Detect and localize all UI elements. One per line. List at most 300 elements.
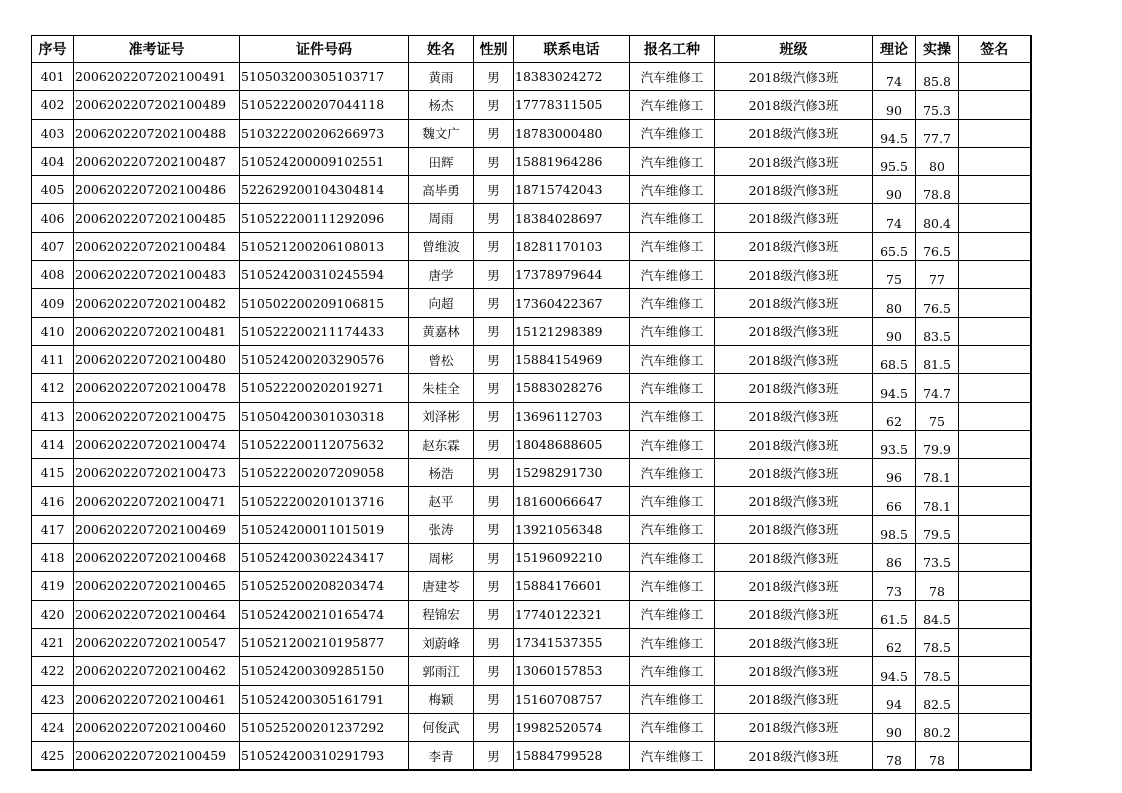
signature-cell [959, 176, 1031, 204]
seq-cell: 422 [32, 657, 74, 685]
seq-cell: 410 [32, 317, 74, 345]
name-cell: 郭雨江 [409, 657, 474, 685]
phone-cell: 15884799528 [514, 742, 630, 771]
name-cell: 杨杰 [409, 91, 474, 119]
admission-no-cell: 2006202207202100483 [74, 261, 240, 289]
table-row [32, 572, 1031, 600]
seq-cell: 412 [32, 374, 74, 402]
header-name: 姓名 [409, 36, 474, 63]
seq-cell: 408 [32, 261, 74, 289]
name-cell: 田辉 [409, 147, 474, 175]
table-row [32, 232, 1031, 260]
phone-cell: 13060157853 [514, 657, 630, 685]
admission-no-cell: 2006202207202100482 [74, 289, 240, 317]
trade-cell: 汽车维修工 [630, 515, 715, 543]
theory-score-cell: 62 [873, 628, 916, 656]
phone-cell: 15298291730 [514, 459, 630, 487]
id-no-cell: 510525200201237292 [240, 713, 409, 741]
theory-score-cell: 73 [873, 572, 916, 600]
class-cell: 2018级汽修3班 [715, 345, 873, 373]
practical-score-cell: 82.5 [916, 685, 959, 713]
theory-score-cell: 78 [873, 742, 916, 771]
class-cell: 2018级汽修3班 [715, 628, 873, 656]
name-cell: 唐学 [409, 261, 474, 289]
gender-cell: 男 [474, 600, 514, 628]
phone-cell: 15121298389 [514, 317, 630, 345]
gender-cell: 男 [474, 657, 514, 685]
phone-cell: 18048688605 [514, 430, 630, 458]
trade-cell: 汽车维修工 [630, 176, 715, 204]
seq-cell: 401 [32, 63, 74, 91]
id-no-cell: 510503200305103717 [240, 63, 409, 91]
name-cell: 向超 [409, 289, 474, 317]
id-no-cell: 510524200310245594 [240, 261, 409, 289]
seq-cell: 423 [32, 685, 74, 713]
practical-score-cell: 78 [916, 742, 959, 771]
gender-cell: 男 [474, 430, 514, 458]
theory-score-cell: 68.5 [873, 345, 916, 373]
theory-score-cell: 80 [873, 289, 916, 317]
practical-score-cell: 85.8 [916, 63, 959, 91]
class-cell: 2018级汽修3班 [715, 713, 873, 741]
trade-cell: 汽车维修工 [630, 317, 715, 345]
phone-cell: 18281170103 [514, 232, 630, 260]
signature-cell [959, 572, 1031, 600]
id-no-cell: 510522200207209058 [240, 459, 409, 487]
gender-cell: 男 [474, 515, 514, 543]
gender-cell: 男 [474, 204, 514, 232]
admission-no-cell: 2006202207202100474 [74, 430, 240, 458]
id-no-cell: 510524200302243417 [240, 544, 409, 572]
trade-cell: 汽车维修工 [630, 742, 715, 771]
admission-no-cell: 2006202207202100547 [74, 628, 240, 656]
practical-score-cell: 77 [916, 261, 959, 289]
id-no-cell: 510502200209106815 [240, 289, 409, 317]
signature-cell [959, 204, 1031, 232]
signature-cell [959, 487, 1031, 515]
name-cell: 刘泽彬 [409, 402, 474, 430]
id-no-cell: 510524200011015019 [240, 515, 409, 543]
id-no-cell: 510504200301030318 [240, 402, 409, 430]
seq-cell: 421 [32, 628, 74, 656]
theory-score-cell: 90 [873, 317, 916, 345]
theory-score-cell: 95.5 [873, 147, 916, 175]
name-cell: 周彬 [409, 544, 474, 572]
admission-no-cell: 2006202207202100469 [74, 515, 240, 543]
phone-cell: 15881964286 [514, 147, 630, 175]
phone-cell: 17778311505 [514, 91, 630, 119]
trade-cell: 汽车维修工 [630, 232, 715, 260]
seq-cell: 425 [32, 742, 74, 771]
id-no-cell: 510522200211174433 [240, 317, 409, 345]
practical-score-cell: 78.5 [916, 628, 959, 656]
id-no-cell: 510521200210195877 [240, 628, 409, 656]
seq-cell: 414 [32, 430, 74, 458]
signature-cell [959, 515, 1031, 543]
gender-cell: 男 [474, 119, 514, 147]
table-row [32, 63, 1031, 91]
table-row [32, 544, 1031, 572]
signature-cell [959, 374, 1031, 402]
practical-score-cell: 75.3 [916, 91, 959, 119]
theory-score-cell: 90 [873, 713, 916, 741]
gender-cell: 男 [474, 63, 514, 91]
practical-score-cell: 76.5 [916, 232, 959, 260]
name-cell: 刘蔚峰 [409, 628, 474, 656]
seq-cell: 419 [32, 572, 74, 600]
seq-cell: 406 [32, 204, 74, 232]
admission-no-cell: 2006202207202100487 [74, 147, 240, 175]
table-row [32, 515, 1031, 543]
admission-no-cell: 2006202207202100462 [74, 657, 240, 685]
phone-cell: 17378979644 [514, 261, 630, 289]
gender-cell: 男 [474, 289, 514, 317]
id-no-cell: 510522200112075632 [240, 430, 409, 458]
phone-cell: 18383024272 [514, 63, 630, 91]
practical-score-cell: 74.7 [916, 374, 959, 402]
signature-cell [959, 459, 1031, 487]
trade-cell: 汽车维修工 [630, 430, 715, 458]
header-theory: 理论 [873, 36, 916, 63]
gender-cell: 男 [474, 459, 514, 487]
signature-cell [959, 402, 1031, 430]
gender-cell: 男 [474, 232, 514, 260]
table-row [32, 402, 1031, 430]
phone-cell: 13921056348 [514, 515, 630, 543]
name-cell: 魏文广 [409, 119, 474, 147]
table-row [32, 430, 1031, 458]
phone-cell: 19982520574 [514, 713, 630, 741]
class-cell: 2018级汽修3班 [715, 204, 873, 232]
practical-score-cell: 81.5 [916, 345, 959, 373]
class-cell: 2018级汽修3班 [715, 63, 873, 91]
theory-score-cell: 94.5 [873, 119, 916, 147]
class-cell: 2018级汽修3班 [715, 600, 873, 628]
signature-cell [959, 232, 1031, 260]
gender-cell: 男 [474, 147, 514, 175]
table-row [32, 487, 1031, 515]
table-row [32, 600, 1031, 628]
admission-no-cell: 2006202207202100478 [74, 374, 240, 402]
signature-cell [959, 345, 1031, 373]
phone-cell: 13696112703 [514, 402, 630, 430]
header-class: 班级 [715, 36, 873, 63]
trade-cell: 汽车维修工 [630, 91, 715, 119]
phone-cell: 17740122321 [514, 600, 630, 628]
theory-score-cell: 94.5 [873, 374, 916, 402]
gender-cell: 男 [474, 176, 514, 204]
class-cell: 2018级汽修3班 [715, 147, 873, 175]
trade-cell: 汽车维修工 [630, 600, 715, 628]
gender-cell: 男 [474, 402, 514, 430]
class-cell: 2018级汽修3班 [715, 515, 873, 543]
admission-no-cell: 2006202207202100486 [74, 176, 240, 204]
class-cell: 2018级汽修3班 [715, 119, 873, 147]
practical-score-cell: 76.5 [916, 289, 959, 317]
trade-cell: 汽车维修工 [630, 402, 715, 430]
signature-cell [959, 430, 1031, 458]
name-cell: 黄雨 [409, 63, 474, 91]
id-no-cell: 510521200206108013 [240, 232, 409, 260]
seq-cell: 413 [32, 402, 74, 430]
theory-score-cell: 75 [873, 261, 916, 289]
gender-cell: 男 [474, 544, 514, 572]
theory-score-cell: 98.5 [873, 515, 916, 543]
trade-cell: 汽车维修工 [630, 628, 715, 656]
name-cell: 杨浩 [409, 459, 474, 487]
signature-cell [959, 91, 1031, 119]
gender-cell: 男 [474, 374, 514, 402]
practical-score-cell: 83.5 [916, 317, 959, 345]
table-row [32, 204, 1031, 232]
practical-score-cell: 78.1 [916, 487, 959, 515]
trade-cell: 汽车维修工 [630, 289, 715, 317]
theory-score-cell: 65.5 [873, 232, 916, 260]
name-cell: 梅颖 [409, 685, 474, 713]
practical-score-cell: 80.2 [916, 713, 959, 741]
table-row [32, 657, 1031, 685]
phone-cell: 18715742043 [514, 176, 630, 204]
seq-cell: 409 [32, 289, 74, 317]
header-practical: 实操 [916, 36, 959, 63]
admission-no-cell: 2006202207202100480 [74, 345, 240, 373]
theory-score-cell: 74 [873, 63, 916, 91]
id-no-cell: 510524200305161791 [240, 685, 409, 713]
class-cell: 2018级汽修3班 [715, 317, 873, 345]
header-trade: 报名工种 [630, 36, 715, 63]
practical-score-cell: 80.4 [916, 204, 959, 232]
theory-score-cell: 94 [873, 685, 916, 713]
seq-cell: 416 [32, 487, 74, 515]
phone-cell: 18384028697 [514, 204, 630, 232]
admission-no-cell: 2006202207202100459 [74, 742, 240, 771]
admission-no-cell: 2006202207202100481 [74, 317, 240, 345]
trade-cell: 汽车维修工 [630, 657, 715, 685]
admission-no-cell: 2006202207202100488 [74, 119, 240, 147]
signature-cell [959, 742, 1031, 771]
seq-cell: 420 [32, 600, 74, 628]
trade-cell: 汽车维修工 [630, 147, 715, 175]
trade-cell: 汽车维修工 [630, 374, 715, 402]
signature-cell [959, 544, 1031, 572]
class-cell: 2018级汽修3班 [715, 430, 873, 458]
table-row [32, 176, 1031, 204]
phone-cell: 15196092210 [514, 544, 630, 572]
admission-no-cell: 2006202207202100473 [74, 459, 240, 487]
trade-cell: 汽车维修工 [630, 204, 715, 232]
header-admission-no: 准考证号 [74, 36, 240, 63]
trade-cell: 汽车维修工 [630, 261, 715, 289]
gender-cell: 男 [474, 685, 514, 713]
practical-score-cell: 79.5 [916, 515, 959, 543]
class-cell: 2018级汽修3班 [715, 544, 873, 572]
table-row [32, 345, 1031, 373]
signature-cell [959, 713, 1031, 741]
theory-score-cell: 62 [873, 402, 916, 430]
practical-score-cell: 80 [916, 147, 959, 175]
gender-cell: 男 [474, 317, 514, 345]
theory-score-cell: 74 [873, 204, 916, 232]
signature-cell [959, 119, 1031, 147]
class-cell: 2018级汽修3班 [715, 487, 873, 515]
id-no-cell: 510524200310291793 [240, 742, 409, 771]
theory-score-cell: 86 [873, 544, 916, 572]
trade-cell: 汽车维修工 [630, 459, 715, 487]
trade-cell: 汽车维修工 [630, 63, 715, 91]
trade-cell: 汽车维修工 [630, 572, 715, 600]
name-cell: 李青 [409, 742, 474, 771]
phone-cell: 15884176601 [514, 572, 630, 600]
seq-cell: 404 [32, 147, 74, 175]
practical-score-cell: 78.8 [916, 176, 959, 204]
id-no-cell: 510524200309285150 [240, 657, 409, 685]
name-cell: 程锦宏 [409, 600, 474, 628]
admission-no-cell: 2006202207202100464 [74, 600, 240, 628]
signature-cell [959, 657, 1031, 685]
class-cell: 2018级汽修3班 [715, 657, 873, 685]
signature-cell [959, 600, 1031, 628]
practical-score-cell: 73.5 [916, 544, 959, 572]
seq-cell: 402 [32, 91, 74, 119]
class-cell: 2018级汽修3班 [715, 261, 873, 289]
name-cell: 唐建苓 [409, 572, 474, 600]
practical-score-cell: 78.5 [916, 657, 959, 685]
admission-no-cell: 2006202207202100489 [74, 91, 240, 119]
signature-cell [959, 685, 1031, 713]
header-id-no: 证件号码 [240, 36, 409, 63]
seq-cell: 403 [32, 119, 74, 147]
header-gender: 性别 [474, 36, 514, 63]
gender-cell: 男 [474, 713, 514, 741]
theory-score-cell: 94.5 [873, 657, 916, 685]
admission-no-cell: 2006202207202100460 [74, 713, 240, 741]
phone-cell: 18160066647 [514, 487, 630, 515]
admission-no-cell: 2006202207202100491 [74, 63, 240, 91]
class-cell: 2018级汽修3班 [715, 572, 873, 600]
table-row [32, 459, 1031, 487]
gender-cell: 男 [474, 572, 514, 600]
class-cell: 2018级汽修3班 [715, 402, 873, 430]
gender-cell: 男 [474, 261, 514, 289]
practical-score-cell: 75 [916, 402, 959, 430]
seq-cell: 417 [32, 515, 74, 543]
table-row [32, 119, 1031, 147]
signature-cell [959, 628, 1031, 656]
id-no-cell: 510522200202019271 [240, 374, 409, 402]
practical-score-cell: 78 [916, 572, 959, 600]
class-cell: 2018级汽修3班 [715, 91, 873, 119]
name-cell: 何俊武 [409, 713, 474, 741]
exam-roster-table [31, 35, 1032, 771]
theory-score-cell: 93.5 [873, 430, 916, 458]
admission-no-cell: 2006202207202100471 [74, 487, 240, 515]
practical-score-cell: 77.7 [916, 119, 959, 147]
name-cell: 赵东霖 [409, 430, 474, 458]
phone-cell: 17341537355 [514, 628, 630, 656]
phone-cell: 15884154969 [514, 345, 630, 373]
signature-cell [959, 147, 1031, 175]
admission-no-cell: 2006202207202100468 [74, 544, 240, 572]
table-row [32, 147, 1031, 175]
theory-score-cell: 66 [873, 487, 916, 515]
theory-score-cell: 96 [873, 459, 916, 487]
trade-cell: 汽车维修工 [630, 345, 715, 373]
admission-no-cell: 2006202207202100484 [74, 232, 240, 260]
table-row [32, 289, 1031, 317]
id-no-cell: 510322200206266973 [240, 119, 409, 147]
theory-score-cell: 61.5 [873, 600, 916, 628]
table-row [32, 685, 1031, 713]
admission-no-cell: 2006202207202100485 [74, 204, 240, 232]
practical-score-cell: 78.1 [916, 459, 959, 487]
name-cell: 张涛 [409, 515, 474, 543]
admission-no-cell: 2006202207202100465 [74, 572, 240, 600]
class-cell: 2018级汽修3班 [715, 289, 873, 317]
phone-cell: 15160708757 [514, 685, 630, 713]
name-cell: 黄嘉林 [409, 317, 474, 345]
theory-score-cell: 90 [873, 176, 916, 204]
name-cell: 曾维波 [409, 232, 474, 260]
class-cell: 2018级汽修3班 [715, 742, 873, 771]
table-row [32, 742, 1031, 771]
trade-cell: 汽车维修工 [630, 713, 715, 741]
phone-cell: 17360422367 [514, 289, 630, 317]
signature-cell [959, 261, 1031, 289]
table-row [32, 317, 1031, 345]
admission-no-cell: 2006202207202100475 [74, 402, 240, 430]
gender-cell: 男 [474, 345, 514, 373]
gender-cell: 男 [474, 742, 514, 771]
header-row [32, 36, 1031, 63]
signature-cell [959, 63, 1031, 91]
table-row [32, 628, 1031, 656]
table-row [32, 261, 1031, 289]
gender-cell: 男 [474, 91, 514, 119]
name-cell: 周雨 [409, 204, 474, 232]
id-no-cell: 510524200009102551 [240, 147, 409, 175]
practical-score-cell: 79.9 [916, 430, 959, 458]
table-row [32, 91, 1031, 119]
admission-no-cell: 2006202207202100461 [74, 685, 240, 713]
id-no-cell: 510524200203290576 [240, 345, 409, 373]
gender-cell: 男 [474, 628, 514, 656]
signature-cell [959, 317, 1031, 345]
class-cell: 2018级汽修3班 [715, 232, 873, 260]
phone-cell: 15883028276 [514, 374, 630, 402]
name-cell: 赵平 [409, 487, 474, 515]
theory-score-cell: 90 [873, 91, 916, 119]
seq-cell: 407 [32, 232, 74, 260]
table-body [32, 63, 1031, 771]
trade-cell: 汽车维修工 [630, 487, 715, 515]
id-no-cell: 522629200104304814 [240, 176, 409, 204]
signature-cell [959, 289, 1031, 317]
name-cell: 朱桂全 [409, 374, 474, 402]
name-cell: 曾松 [409, 345, 474, 373]
header-seq: 序号 [32, 36, 74, 63]
seq-cell: 405 [32, 176, 74, 204]
class-cell: 2018级汽修3班 [715, 685, 873, 713]
seq-cell: 418 [32, 544, 74, 572]
id-no-cell: 510522200111292096 [240, 204, 409, 232]
id-no-cell: 510522200201013716 [240, 487, 409, 515]
trade-cell: 汽车维修工 [630, 119, 715, 147]
id-no-cell: 510524200210165474 [240, 600, 409, 628]
name-cell: 高毕勇 [409, 176, 474, 204]
seq-cell: 411 [32, 345, 74, 373]
class-cell: 2018级汽修3班 [715, 374, 873, 402]
trade-cell: 汽车维修工 [630, 685, 715, 713]
